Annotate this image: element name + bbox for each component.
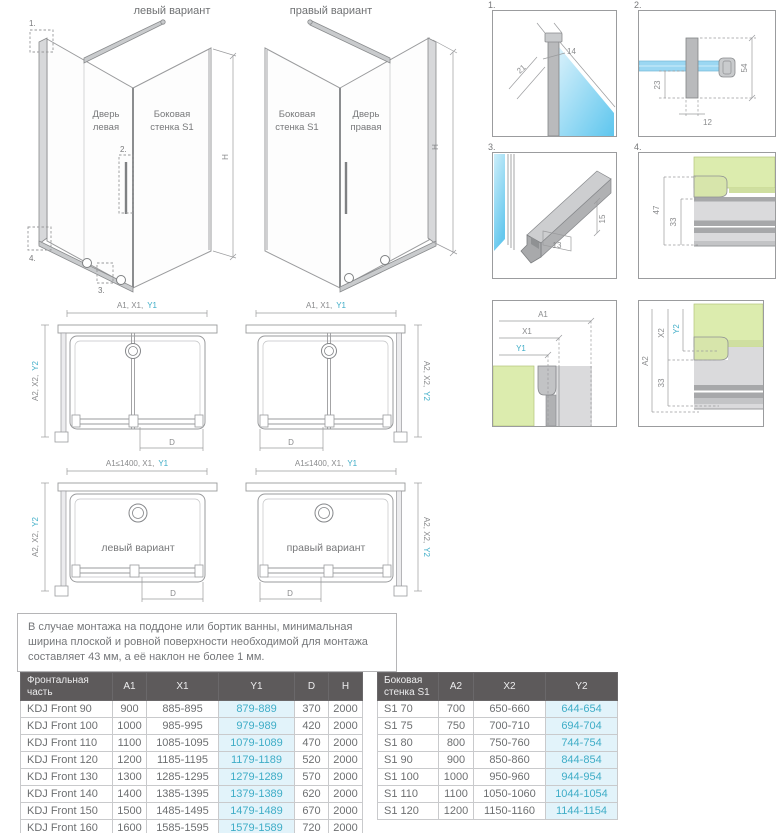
table-row [21, 735, 363, 752]
roller [381, 256, 390, 265]
side-wall-glass [397, 333, 402, 437]
table-row [21, 769, 363, 786]
profile-band [694, 228, 775, 234]
svg-text:A2, X2,Y2: A2, X2,Y2 [422, 516, 431, 558]
right-variant-title: правый вариант [289, 5, 373, 17]
table-cell: 1079-1089 [219, 735, 295, 752]
left-variant-title: левый вариант [133, 5, 211, 17]
table-cell: 844-854 [546, 752, 618, 769]
door-label-line1: Дверь [92, 109, 120, 120]
glass-band [694, 233, 775, 241]
column-header: Фронтальная часть [21, 673, 113, 701]
table-cell: S1 100 [378, 769, 439, 786]
stabilizer-end-cap [308, 20, 312, 24]
table-cell: 370 [295, 701, 329, 718]
plan-view-right [238, 298, 433, 458]
table-cell: 1579-1589 [219, 820, 295, 833]
table-row [21, 803, 363, 820]
table-cell: 879-889 [219, 701, 295, 718]
table-cell: KDJ Front 140 [21, 786, 113, 803]
table-cell: 1050-1060 [474, 786, 546, 803]
table-cell: 950-960 [474, 769, 546, 786]
table-cell: 1279-1289 [219, 769, 295, 786]
wall-mount-profile [39, 38, 47, 244]
svg-text:23: 23 [653, 80, 662, 90]
table-cell: 2000 [329, 701, 363, 718]
detail-3-number: 3. [488, 142, 496, 152]
detail-2-drawing [639, 11, 775, 136]
wall-mount-profile [428, 38, 436, 244]
anchor-knob [126, 344, 141, 359]
profile-tail [546, 395, 556, 426]
svg-text:D: D [288, 438, 294, 447]
detail-panel-1 [492, 10, 617, 137]
dimension-47 [652, 177, 699, 245]
svg-text:A2, X2,Y2: A2, X2,Y2 [422, 360, 431, 402]
table-row [378, 701, 618, 718]
svg-text:X2: X2 [657, 328, 666, 338]
right-variant-geometry [265, 20, 436, 292]
plan-view-right-max [238, 456, 433, 608]
callout-label-4: 4. [29, 254, 36, 263]
stabilizer-end-cap [161, 20, 165, 24]
table-cell: 700-710 [474, 718, 546, 735]
svg-text:X1: X1 [522, 327, 532, 336]
column-header: X1 [147, 673, 219, 701]
table-cell: 650-660 [474, 701, 546, 718]
side-dimension [414, 325, 431, 437]
table-cell: KDJ Front 130 [21, 769, 113, 786]
wall-profile-foot [394, 586, 407, 596]
roller [117, 276, 126, 285]
side-adjustment-panel [638, 300, 764, 427]
table-cell: 720 [295, 820, 329, 833]
door-label-line2: правая [350, 122, 382, 133]
height-dim-label: H [431, 144, 440, 150]
table-cell: 2000 [329, 803, 363, 820]
table-cell: 1085-1095 [147, 735, 219, 752]
wall-section [493, 366, 534, 426]
dimension-12 [679, 100, 712, 127]
wall-profile-foot [394, 432, 407, 442]
table-cell: 1400 [113, 786, 147, 803]
table-row [21, 718, 363, 735]
top-stabilizer-bar [84, 20, 163, 63]
table-row [378, 735, 618, 752]
side-wall-table [377, 672, 618, 820]
table-cell: 744-754 [546, 735, 618, 752]
glass-section [728, 347, 763, 360]
table-cell: 900 [113, 701, 147, 718]
table-cell: 1144-1154 [546, 803, 618, 820]
svg-text:A2, X2,Y2: A2, X2,Y2 [31, 516, 40, 558]
callout-label-1: 1. [29, 19, 36, 28]
side-wall-glass [61, 491, 66, 591]
side-wall-panel [133, 48, 211, 288]
back-wall [58, 483, 217, 491]
table-cell: 900 [439, 752, 474, 769]
svg-text:12: 12 [703, 118, 712, 127]
variant-caption: левый вариант [101, 542, 175, 554]
header-row [378, 673, 618, 701]
roller [83, 259, 92, 268]
table-cell: KDJ Front 150 [21, 803, 113, 820]
door-glass-panel [47, 39, 133, 288]
table-cell: 1379-1389 [219, 786, 295, 803]
svg-text:15: 15 [598, 214, 607, 224]
wall-profile-section [538, 366, 556, 395]
table-row [21, 820, 363, 833]
table-cell: 1600 [113, 820, 147, 833]
svg-text:47: 47 [652, 205, 661, 215]
drain [315, 504, 333, 522]
table-row [378, 752, 618, 769]
svg-text:13: 13 [552, 241, 562, 250]
dimension-33 [669, 199, 696, 245]
profile-band [694, 197, 775, 202]
table-cell: 2000 [329, 769, 363, 786]
callout-label-2: 2. [120, 145, 127, 154]
table-row [378, 803, 618, 820]
table-cell: 850-860 [474, 752, 546, 769]
side-wall-glass [61, 333, 66, 437]
width-dim-label: A1≤1400, X1, Y1 [105, 459, 169, 468]
table-cell: 1000 [439, 769, 474, 786]
table-row [21, 786, 363, 803]
glass-panel [559, 47, 614, 136]
detail-panel-4 [638, 152, 776, 279]
table-cell: KDJ Front 110 [21, 735, 113, 752]
table-cell: 700 [439, 701, 474, 718]
wall-strip [728, 340, 763, 346]
top-stabilizer-bar [310, 20, 390, 63]
table-cell: 2000 [329, 786, 363, 803]
dimension-23 [653, 71, 684, 98]
table-cell: KDJ Front 90 [21, 701, 113, 718]
back-wall [246, 483, 405, 491]
wall-profile-section [694, 337, 728, 360]
table-cell: 1479-1489 [219, 803, 295, 820]
wall-profile-foot [55, 586, 68, 596]
detail-3-drawing [493, 153, 616, 278]
height-dimension [213, 49, 236, 260]
table-cell: 1485-1495 [147, 803, 219, 820]
table-cell: S1 110 [378, 786, 439, 803]
glass-section [556, 366, 592, 426]
table-cell: 985-995 [147, 718, 219, 735]
column-header: A1 [113, 673, 147, 701]
table-cell: 750 [439, 718, 474, 735]
svg-text:A2: A2 [641, 356, 650, 366]
column-header: A2 [439, 673, 474, 701]
profile-band [694, 398, 763, 404]
profile-cap [545, 33, 562, 42]
profile-band [694, 385, 763, 391]
column-header: Y1 [219, 673, 295, 701]
front-adjustment-drawing [493, 301, 616, 426]
back-wall [58, 325, 217, 333]
detail-panel-2 [638, 10, 776, 137]
svg-text:D: D [170, 589, 176, 598]
svg-text:Y1: Y1 [516, 344, 526, 353]
mounting-note-text: В случае монтажа на поддоне или бортик ванны, минимальная ширина плоской и ровной поверхности необходимой для монтажа составляет 43 мм, а её наклон не более 1 мм. [28, 621, 368, 663]
plan-view-left [30, 298, 225, 458]
side-wall-glass [397, 491, 402, 591]
table-cell: 1100 [113, 735, 147, 752]
door-width-dimension [140, 427, 203, 451]
height-dim-label: H [221, 154, 230, 160]
table-cell: 2000 [329, 820, 363, 833]
table-cell: S1 90 [378, 752, 439, 769]
front-part-table [20, 672, 363, 833]
table-cell: 1185-1195 [147, 752, 219, 769]
width-dim-label: A1, X1, Y1 [116, 301, 158, 310]
door-width-dimension [260, 427, 323, 451]
table-row [378, 786, 618, 803]
plan-view-left-max [30, 456, 225, 608]
table-cell: 1150-1160 [474, 803, 546, 820]
table-cell: 1200 [113, 752, 147, 769]
table-cell: 2000 [329, 752, 363, 769]
dimension-a2 [641, 309, 699, 412]
table-cell: S1 80 [378, 735, 439, 752]
wall-profile-foot [55, 432, 68, 442]
svg-text:33: 33 [669, 217, 678, 227]
wall-label-line2: стенка S1 [150, 122, 194, 133]
front-adjustment-panel [492, 300, 617, 427]
detail-4-drawing [639, 153, 775, 278]
variant-caption: правый вариант [286, 542, 366, 554]
svg-text:14: 14 [567, 47, 576, 56]
glass-panel [494, 154, 505, 251]
table-cell: 1500 [113, 803, 147, 820]
table-cell: S1 75 [378, 718, 439, 735]
table-cell: 2000 [329, 735, 363, 752]
glass-band [694, 202, 775, 221]
table-cell: 1385-1395 [147, 786, 219, 803]
width-dim-label: A1, X1, Y1 [305, 301, 347, 310]
table-cell: 1044-1054 [546, 786, 618, 803]
column-header: X2 [474, 673, 546, 701]
profile-band [694, 221, 775, 227]
glass-band [694, 360, 763, 385]
header-row [21, 673, 363, 701]
svg-text:54: 54 [740, 63, 749, 73]
table-cell: 1000 [113, 718, 147, 735]
mounting-note [17, 613, 397, 672]
table-cell: 694-704 [546, 718, 618, 735]
column-header: Боковая стенка S1 [378, 673, 439, 701]
dimension-x1 [499, 327, 562, 366]
column-header: H [329, 673, 363, 701]
profile-band [694, 393, 763, 399]
width-dim-label: A1≤1400, X1, Y1 [294, 459, 358, 468]
detail-4-number: 4. [634, 142, 642, 152]
wall-label-line1: Боковая [278, 109, 316, 120]
svg-text:33: 33 [657, 378, 666, 388]
table-cell: KDJ Front 100 [21, 718, 113, 735]
table-cell: 2000 [329, 718, 363, 735]
svg-text:D: D [287, 589, 293, 598]
table-row [378, 718, 618, 735]
table-cell: 620 [295, 786, 329, 803]
wall-profile-section [694, 176, 727, 197]
table-cell: 1179-1189 [219, 752, 295, 769]
detail-1-number: 1. [488, 0, 496, 10]
table-cell: S1 120 [378, 803, 439, 820]
table-cell: 644-654 [546, 701, 618, 718]
svg-text:Y2: Y2 [672, 324, 681, 334]
callout-label-3: 3. [98, 286, 105, 295]
side-wall-panel [265, 48, 340, 288]
drain [129, 504, 147, 522]
table-cell: 800 [439, 735, 474, 752]
profile-band [694, 241, 775, 246]
table-cell: KDJ Front 120 [21, 752, 113, 769]
svg-text:A1: A1 [538, 310, 548, 319]
back-wall [246, 325, 405, 333]
wall-label-line2: стенка S1 [275, 122, 319, 133]
table-row [21, 701, 363, 718]
side-dimension [31, 325, 49, 437]
table-cell: 670 [295, 803, 329, 820]
side-dimension [31, 483, 49, 591]
svg-text:D: D [169, 438, 175, 447]
table-cell: 1300 [113, 769, 147, 786]
table-cell: 1100 [439, 786, 474, 803]
table-row [21, 752, 363, 769]
table-cell: KDJ Front 160 [21, 820, 113, 833]
roller [345, 274, 354, 283]
door-label-line2: левая [92, 122, 120, 133]
svg-text:21: 21 [515, 62, 528, 76]
stabilizer-profile [686, 38, 698, 98]
table-cell: 1200 [439, 803, 474, 820]
table-cell: 750-760 [474, 735, 546, 752]
wall-label-line1: Боковая [153, 109, 191, 120]
table-row [378, 769, 618, 786]
side-dimension [414, 483, 431, 591]
side-adjustment-drawing [639, 301, 763, 426]
left-variant-drawing [0, 0, 245, 295]
table-cell: S1 70 [378, 701, 439, 718]
dimension-depth [509, 57, 545, 99]
right-variant-drawing [245, 0, 465, 295]
table-cell: 979-989 [219, 718, 295, 735]
wall-strip [729, 188, 775, 193]
table-cell: 1585-1595 [147, 820, 219, 833]
detail-2-number: 2. [634, 0, 642, 10]
table-cell: 570 [295, 769, 329, 786]
anchor-knob [322, 344, 337, 359]
column-header: Y2 [546, 673, 618, 701]
detail-1-drawing [493, 11, 616, 136]
table-cell: 885-895 [147, 701, 219, 718]
table-cell: 520 [295, 752, 329, 769]
table-cell: 1285-1295 [147, 769, 219, 786]
detail-panel-3 [492, 152, 617, 279]
table-cell: 470 [295, 735, 329, 752]
table-cell: 420 [295, 718, 329, 735]
glass-band [694, 404, 763, 409]
door-label-line1: Дверь [352, 109, 380, 120]
svg-text:A2, X2,Y2: A2, X2,Y2 [31, 360, 40, 402]
column-header: D [295, 673, 329, 701]
left-variant-geometry [39, 20, 211, 292]
table-cell: 944-954 [546, 769, 618, 786]
